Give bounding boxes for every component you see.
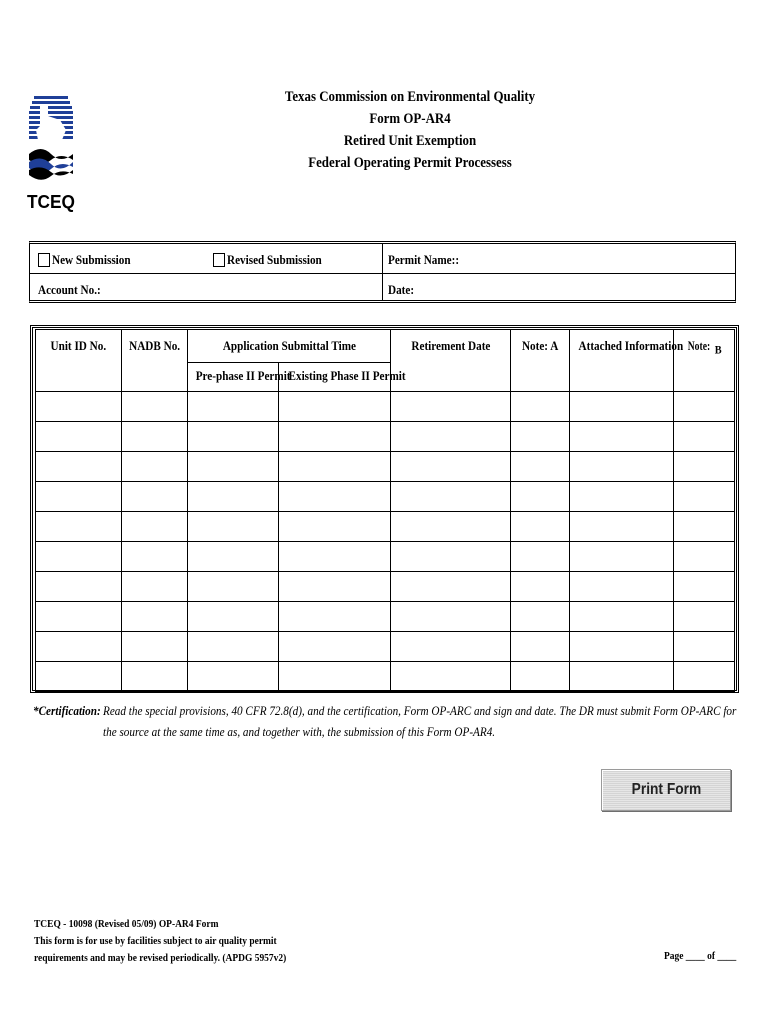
table-cell[interactable] bbox=[570, 572, 674, 602]
account-number-label: Account No.: bbox=[38, 282, 101, 297]
table-cell[interactable] bbox=[122, 512, 188, 542]
form-title: Retired Unit Exemption bbox=[343, 133, 477, 149]
submission-section bbox=[29, 241, 736, 303]
table-cell[interactable] bbox=[674, 392, 735, 422]
table-row bbox=[36, 572, 735, 602]
page-number: Page ____ of ____ bbox=[664, 950, 737, 962]
table-cell[interactable] bbox=[188, 632, 279, 662]
table-cell[interactable] bbox=[570, 542, 674, 572]
table-cell[interactable] bbox=[122, 602, 188, 632]
table-cell[interactable] bbox=[391, 602, 511, 632]
table-row bbox=[36, 452, 735, 482]
table-cell[interactable] bbox=[674, 512, 735, 542]
table-cell[interactable] bbox=[188, 662, 279, 692]
footer-form-id: TCEQ - 10098 (Revised 05/09) OP-AR4 Form bbox=[34, 918, 219, 930]
table-cell[interactable] bbox=[674, 542, 735, 572]
table-row bbox=[36, 662, 735, 692]
table-cell[interactable] bbox=[36, 482, 122, 512]
table-cell[interactable] bbox=[391, 542, 511, 572]
header-prephase-permit: Pre-phase II Permit bbox=[188, 363, 279, 392]
table-cell[interactable] bbox=[188, 422, 279, 452]
table-cell[interactable] bbox=[511, 392, 570, 422]
header-attached-information: Attached Information bbox=[570, 330, 674, 392]
table-cell[interactable] bbox=[122, 392, 188, 422]
table-cell[interactable] bbox=[391, 572, 511, 602]
table-cell[interactable] bbox=[279, 482, 391, 512]
table-cell[interactable] bbox=[570, 452, 674, 482]
footer-note-2: requirements and may be revised periodically. (APDG 5957v2) bbox=[34, 952, 287, 964]
agency-title: Texas Commission on Environmental Quality bbox=[284, 89, 536, 105]
table-cell[interactable] bbox=[279, 572, 391, 602]
table-cell[interactable] bbox=[570, 662, 674, 692]
revised-submission-label: Revised Submission bbox=[227, 252, 322, 267]
table-cell[interactable] bbox=[188, 572, 279, 602]
table-row bbox=[36, 392, 735, 422]
tceq-logo bbox=[26, 96, 76, 214]
table-cell[interactable] bbox=[391, 632, 511, 662]
header-existing-phase-permit: Existing Phase II Permit bbox=[279, 363, 391, 392]
date-label: Date: bbox=[388, 282, 415, 297]
table-cell[interactable] bbox=[674, 572, 735, 602]
table-cell[interactable] bbox=[36, 512, 122, 542]
table-cell[interactable] bbox=[36, 392, 122, 422]
table-cell[interactable] bbox=[279, 452, 391, 482]
table-cell[interactable] bbox=[674, 632, 735, 662]
header-application-submittal-time: Application Submittal Time bbox=[188, 330, 391, 363]
table-cell[interactable] bbox=[188, 392, 279, 422]
table-cell[interactable] bbox=[391, 392, 511, 422]
table-cell[interactable] bbox=[279, 602, 391, 632]
certification-text: Read the special provisions, 40 CFR 72.8(d), and the certification, Form OP-ARC and sign and date. The DR must submit Form OP-ARC for the source at the same time as, and together with, the submission of this Form OP-AR4. bbox=[103, 703, 737, 739]
form-header bbox=[281, 86, 539, 174]
table-cell[interactable] bbox=[391, 422, 511, 452]
table-cell[interactable] bbox=[279, 662, 391, 692]
form-footer bbox=[34, 916, 327, 967]
table-row bbox=[36, 512, 735, 542]
table-row bbox=[36, 422, 735, 452]
print-form-button[interactable] bbox=[601, 769, 731, 811]
table-row bbox=[36, 542, 735, 572]
table-cell[interactable] bbox=[511, 662, 570, 692]
certification-label: *Certification: bbox=[33, 703, 101, 718]
table-cell[interactable] bbox=[122, 632, 188, 662]
print-form-label: Print Form bbox=[631, 781, 701, 798]
table-cell[interactable] bbox=[279, 512, 391, 542]
table-cell[interactable] bbox=[279, 422, 391, 452]
new-submission-label: New Submission bbox=[52, 252, 131, 267]
table-cell[interactable] bbox=[391, 662, 511, 692]
table-cell[interactable] bbox=[674, 422, 735, 452]
table-cell[interactable] bbox=[36, 542, 122, 572]
permit-name-label: Permit Name:: bbox=[388, 252, 460, 267]
table-cell[interactable] bbox=[511, 602, 570, 632]
table-cell[interactable] bbox=[511, 452, 570, 482]
table-cell[interactable] bbox=[122, 452, 188, 482]
table-cell[interactable] bbox=[570, 392, 674, 422]
table-cell[interactable] bbox=[511, 542, 570, 572]
table-cell[interactable] bbox=[279, 632, 391, 662]
table-row bbox=[36, 632, 735, 662]
header-retirement-date: Retirement Date bbox=[391, 330, 511, 392]
table-cell[interactable] bbox=[391, 512, 511, 542]
table-cell[interactable] bbox=[570, 602, 674, 632]
table-cell[interactable] bbox=[188, 542, 279, 572]
table-cell[interactable] bbox=[511, 422, 570, 452]
table-cell[interactable] bbox=[122, 482, 188, 512]
new-submission-checkbox[interactable] bbox=[38, 253, 50, 267]
table-cell[interactable] bbox=[511, 512, 570, 542]
table-cell[interactable] bbox=[188, 602, 279, 632]
table-cell[interactable] bbox=[122, 662, 188, 692]
table-cell[interactable] bbox=[188, 512, 279, 542]
table-cell[interactable] bbox=[122, 422, 188, 452]
table-cell[interactable] bbox=[570, 512, 674, 542]
retired-units-table bbox=[35, 329, 735, 692]
header-nadb: NADB No. bbox=[122, 330, 188, 392]
header-note-a: Note: A bbox=[511, 330, 570, 392]
table-cell[interactable] bbox=[570, 482, 674, 512]
table-row bbox=[36, 602, 735, 632]
table-cell[interactable] bbox=[391, 482, 511, 512]
table-cell[interactable] bbox=[122, 542, 188, 572]
form-number: Form OP-AR4 bbox=[369, 111, 451, 127]
table-cell[interactable] bbox=[279, 542, 391, 572]
header-note-b: Note: $_B$ bbox=[674, 330, 735, 392]
table-cell[interactable] bbox=[36, 452, 122, 482]
table-cell[interactable] bbox=[674, 602, 735, 632]
table-cell[interactable] bbox=[511, 632, 570, 662]
table-cell[interactable] bbox=[511, 572, 570, 602]
table-row bbox=[36, 482, 735, 512]
table-cell[interactable] bbox=[279, 392, 391, 422]
table-cell[interactable] bbox=[188, 452, 279, 482]
footer-note-1: This form is for use by facilities subject to air quality permit bbox=[34, 935, 277, 947]
table-cell[interactable] bbox=[188, 482, 279, 512]
svg-text:TCEQ: TCEQ bbox=[27, 192, 75, 212]
table-cell[interactable] bbox=[36, 422, 122, 452]
table-cell[interactable] bbox=[36, 602, 122, 632]
table-cell[interactable] bbox=[674, 662, 735, 692]
table-cell[interactable] bbox=[122, 572, 188, 602]
table-cell[interactable] bbox=[36, 572, 122, 602]
table-cell[interactable] bbox=[570, 632, 674, 662]
table-cell[interactable] bbox=[36, 632, 122, 662]
logo-wordmark bbox=[27, 192, 75, 212]
table-cell[interactable] bbox=[36, 662, 122, 692]
table-cell[interactable] bbox=[511, 482, 570, 512]
table-cell[interactable] bbox=[570, 422, 674, 452]
header-unit-id: Unit ID No. bbox=[36, 330, 122, 392]
table-cell[interactable] bbox=[391, 452, 511, 482]
revised-submission-checkbox[interactable] bbox=[213, 253, 225, 267]
table-cell[interactable] bbox=[674, 452, 735, 482]
table-cell[interactable] bbox=[674, 482, 735, 512]
form-subtitle: Federal Operating Permit Processess bbox=[308, 155, 512, 171]
